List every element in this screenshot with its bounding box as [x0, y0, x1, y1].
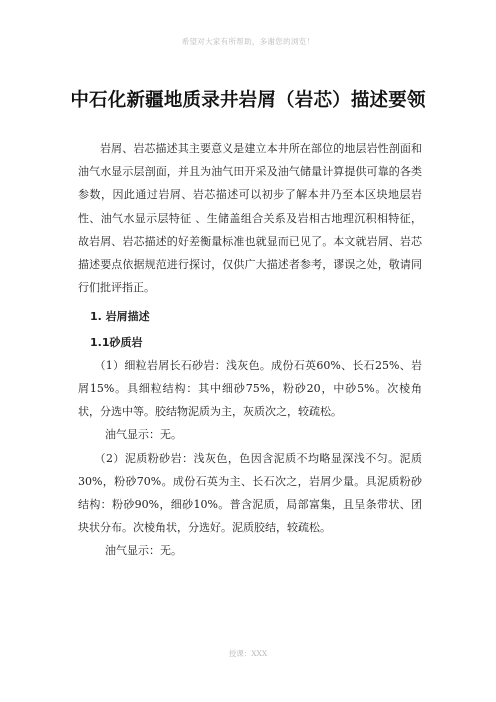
- oil-gas-show-2: 油气显示：无。: [105, 544, 182, 558]
- document-title: 中石化新疆地质录井岩屑（岩芯）描述要领: [70, 90, 426, 111]
- section-heading: 1. 岩屑描述: [90, 310, 150, 324]
- header-note: 希望对大家有所帮助，多谢您的浏览！: [181, 37, 315, 46]
- document-body: [78, 137, 422, 563]
- subsection-heading: 1.1砂质岩: [90, 335, 143, 349]
- footer-note: 授课：XXX: [228, 649, 268, 658]
- rock-description-2: （2）泥质粉砂岩：浅灰色，色因含泥质不均略显深浅不匀。泥质30%，粉砂70%。成份石英为主、长石次之，岩屑少量。具泥质粉砂结构：粉砂90%，细砂10%。普含泥质，局部富集，且呈条带状、团块状分布。次棱角状，分选好。泥质胶结，较疏松。: [78, 451, 422, 535]
- oil-gas-show-1: 油气显示：无。: [105, 428, 182, 442]
- intro-paragraph: 岩屑、岩芯描述其主要意义是建立本井所在部位的地层岩性剖面和油气水显示层剖面，并且为油气田开采及油气储量计算提供可靠的各类参数，因此通过岩屑、岩芯描述可以初步了解本井乃至本区块地层岩性、油气水显示层特征 、生储盖组合关系及岩相古地理沉积相特征，故岩屑、岩芯描述的好差衡量标准也就显而已见了。本文就岩屑、岩芯描述要点依据规范进行探讨，仅供广大描述者参考，谬误之处，敬请同行们批评指正。: [78, 142, 422, 295]
- rock-description-1: （1）细粒岩屑长石砂岩：浅灰色。成份石英60%、长石25%、岩屑15%。具细粒结构：其中细砂75%，粉砂20，中砂5%。次棱角状，分选中等。胶结物泥质为主，灰质次之，较疏松。: [78, 358, 422, 419]
